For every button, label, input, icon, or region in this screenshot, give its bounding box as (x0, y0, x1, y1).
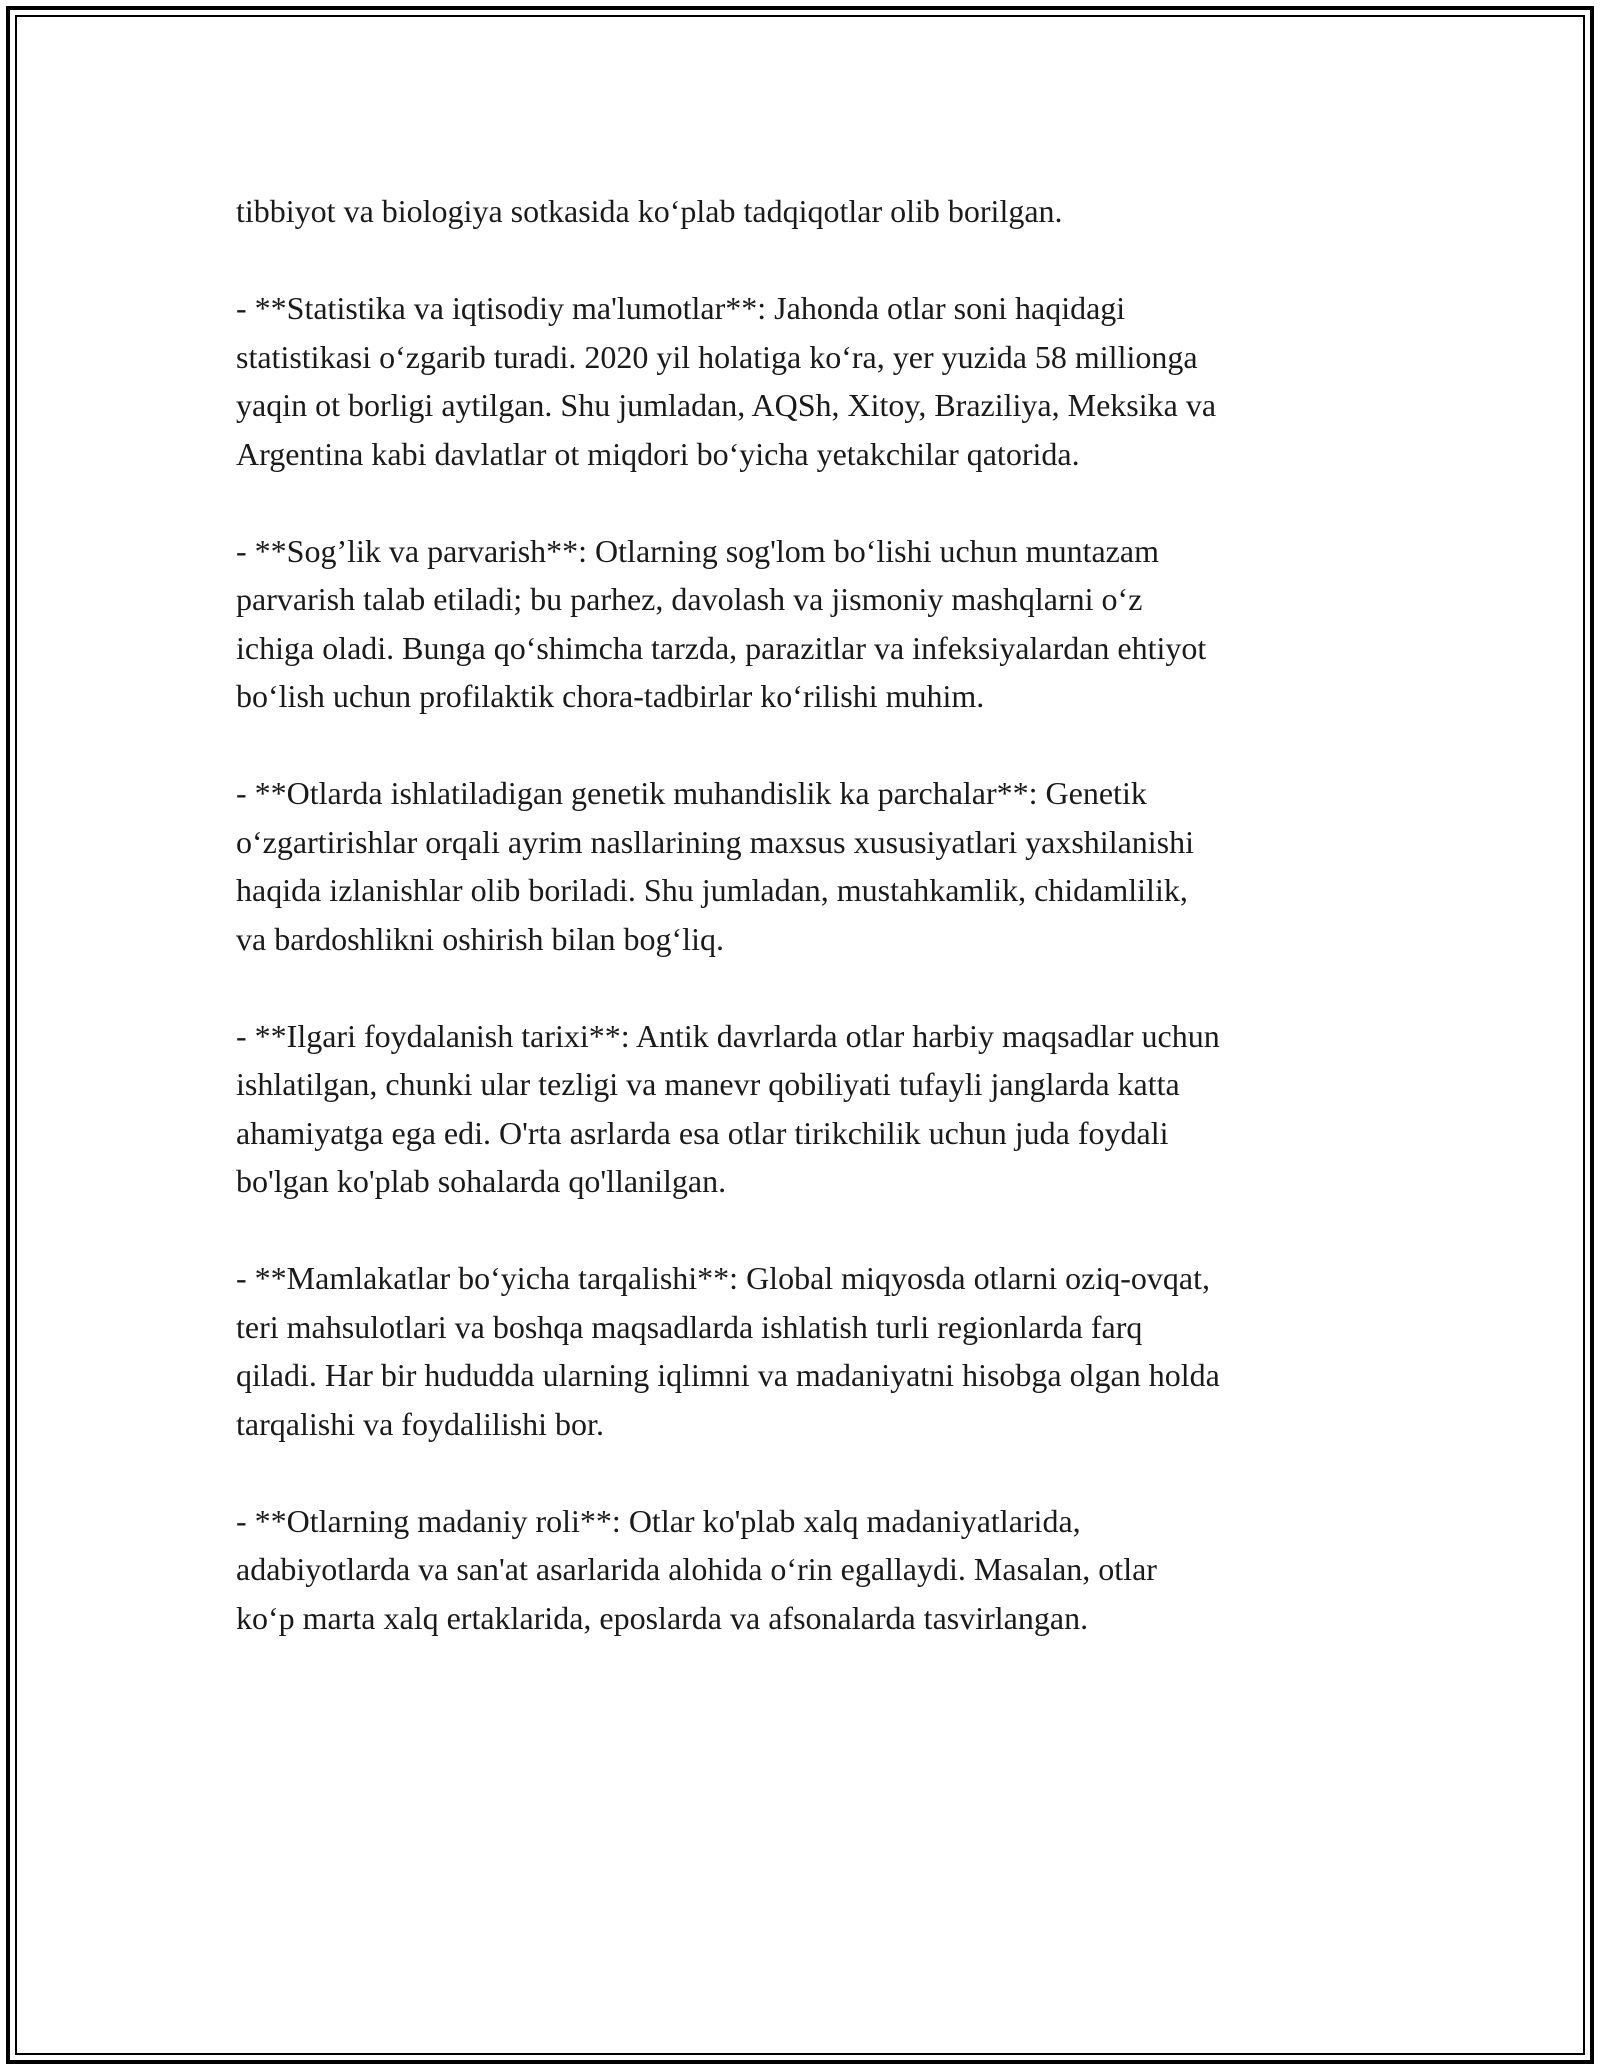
text-line: ishlatilgan, chunki ular tezligi va manevr qobiliyati tufayli janglarda katta (236, 1066, 1180, 1102)
text-line: o‘zgartirishlar orqali ayrim nasllarining maxsus xususiyatlari yaxshilanishi (236, 823, 1195, 860)
text-line: - **Mamlakatlar bo‘yicha tarqalishi**: Global miqyosda otlarni oziq-ovqat, (236, 1260, 1210, 1296)
text-line: statistikasi o‘zgarib turadi. 2020 yil holatiga ko‘ra, yer yuzida 58 millionga (236, 338, 1198, 375)
text-line: - **Otlarda ishlatiladigan genetik muhandislik ka parchalar**: Genetik (236, 775, 1147, 811)
text-line: va bardoshlikni oshirish bilan bog‘liq. (236, 920, 724, 957)
text-line: parvarish talab etiladi; bu parhez, davolash va jismoniy mashqlarni o‘z (236, 581, 1143, 617)
paragraph-cultural-role (236, 1497, 1386, 1643)
text-line: Argentina kabi davlatlar ot miqdori bo‘yicha yetakchilar qatorida. (236, 435, 1080, 472)
text-line: qiladi. Har bir hududda ularning iqlimni va madaniyatni hisobga olgan holda (236, 1357, 1220, 1393)
document-body (236, 187, 1386, 1691)
paragraph-usage-history (236, 1012, 1386, 1206)
paragraph-health-care (236, 527, 1386, 721)
text-line: ko‘p marta xalq ertaklarida, eposlarda va afsonalarda tasvirlangan. (236, 1599, 1089, 1636)
text-line: teri mahsulotlari va boshqa maqsadlarda ishlatish turli regionlarda farq (236, 1308, 1143, 1345)
text-line: tarqalishi va foydalilishi bor. (236, 1405, 604, 1442)
text-line: - **Sog’lik va parvarish**: Otlarning sog'lom bo‘lishi uchun muntazam (236, 532, 1159, 569)
paragraph-distribution-by-country (236, 1254, 1386, 1448)
text-line: - **Statistika va iqtisodiy ma'lumotlar**: Jahonda otlar soni haqidagi (236, 290, 1126, 326)
paragraph-intro-continuation (236, 187, 1386, 236)
text-line: adabiyotlarda va san'at asarlarida alohida o‘rin egallaydi. Masalan, otlar (236, 1551, 1157, 1587)
text-line: yaqin ot borligi aytilgan. Shu jumladan, AQSh, Xitoy, Braziliya, Meksika va (236, 387, 1217, 423)
text-line: haqida izlanishlar olib boriladi. Shu jumladan, mustahkamlik, chidamlilik, (236, 872, 1188, 908)
paragraph-genetic-engineering (236, 769, 1386, 963)
text-line: - **Ilgari foydalanish tarixi**: Antik davrlarda otlar harbiy maqsadlar uchun (236, 1017, 1220, 1054)
text-line: bo‘lish uchun profilaktik chora-tadbirlar ko‘rilishi muhim. (236, 678, 985, 714)
text-line: ahamiyatga ega edi. O'rta asrlarda esa otlar tirikchilik uchun juda foydali (236, 1114, 1169, 1151)
text-line: ichiga oladi. Bunga qo‘shimcha tarzda, parazitlar va infeksiyalardan ehtiyot (236, 629, 1207, 666)
text-line: - **Otlarning madaniy roli**: Otlar ko'plab xalq madaniyatlarida, (236, 1502, 1081, 1539)
paragraph-statistics (236, 284, 1386, 478)
text-line: tibbiyot va biologiya sotkasida ko‘plab tadqiqotlar olib borilgan. (236, 193, 1063, 229)
text-line: bo'lgan ko'plab sohalarda qo'llanilgan. (236, 1163, 727, 1199)
